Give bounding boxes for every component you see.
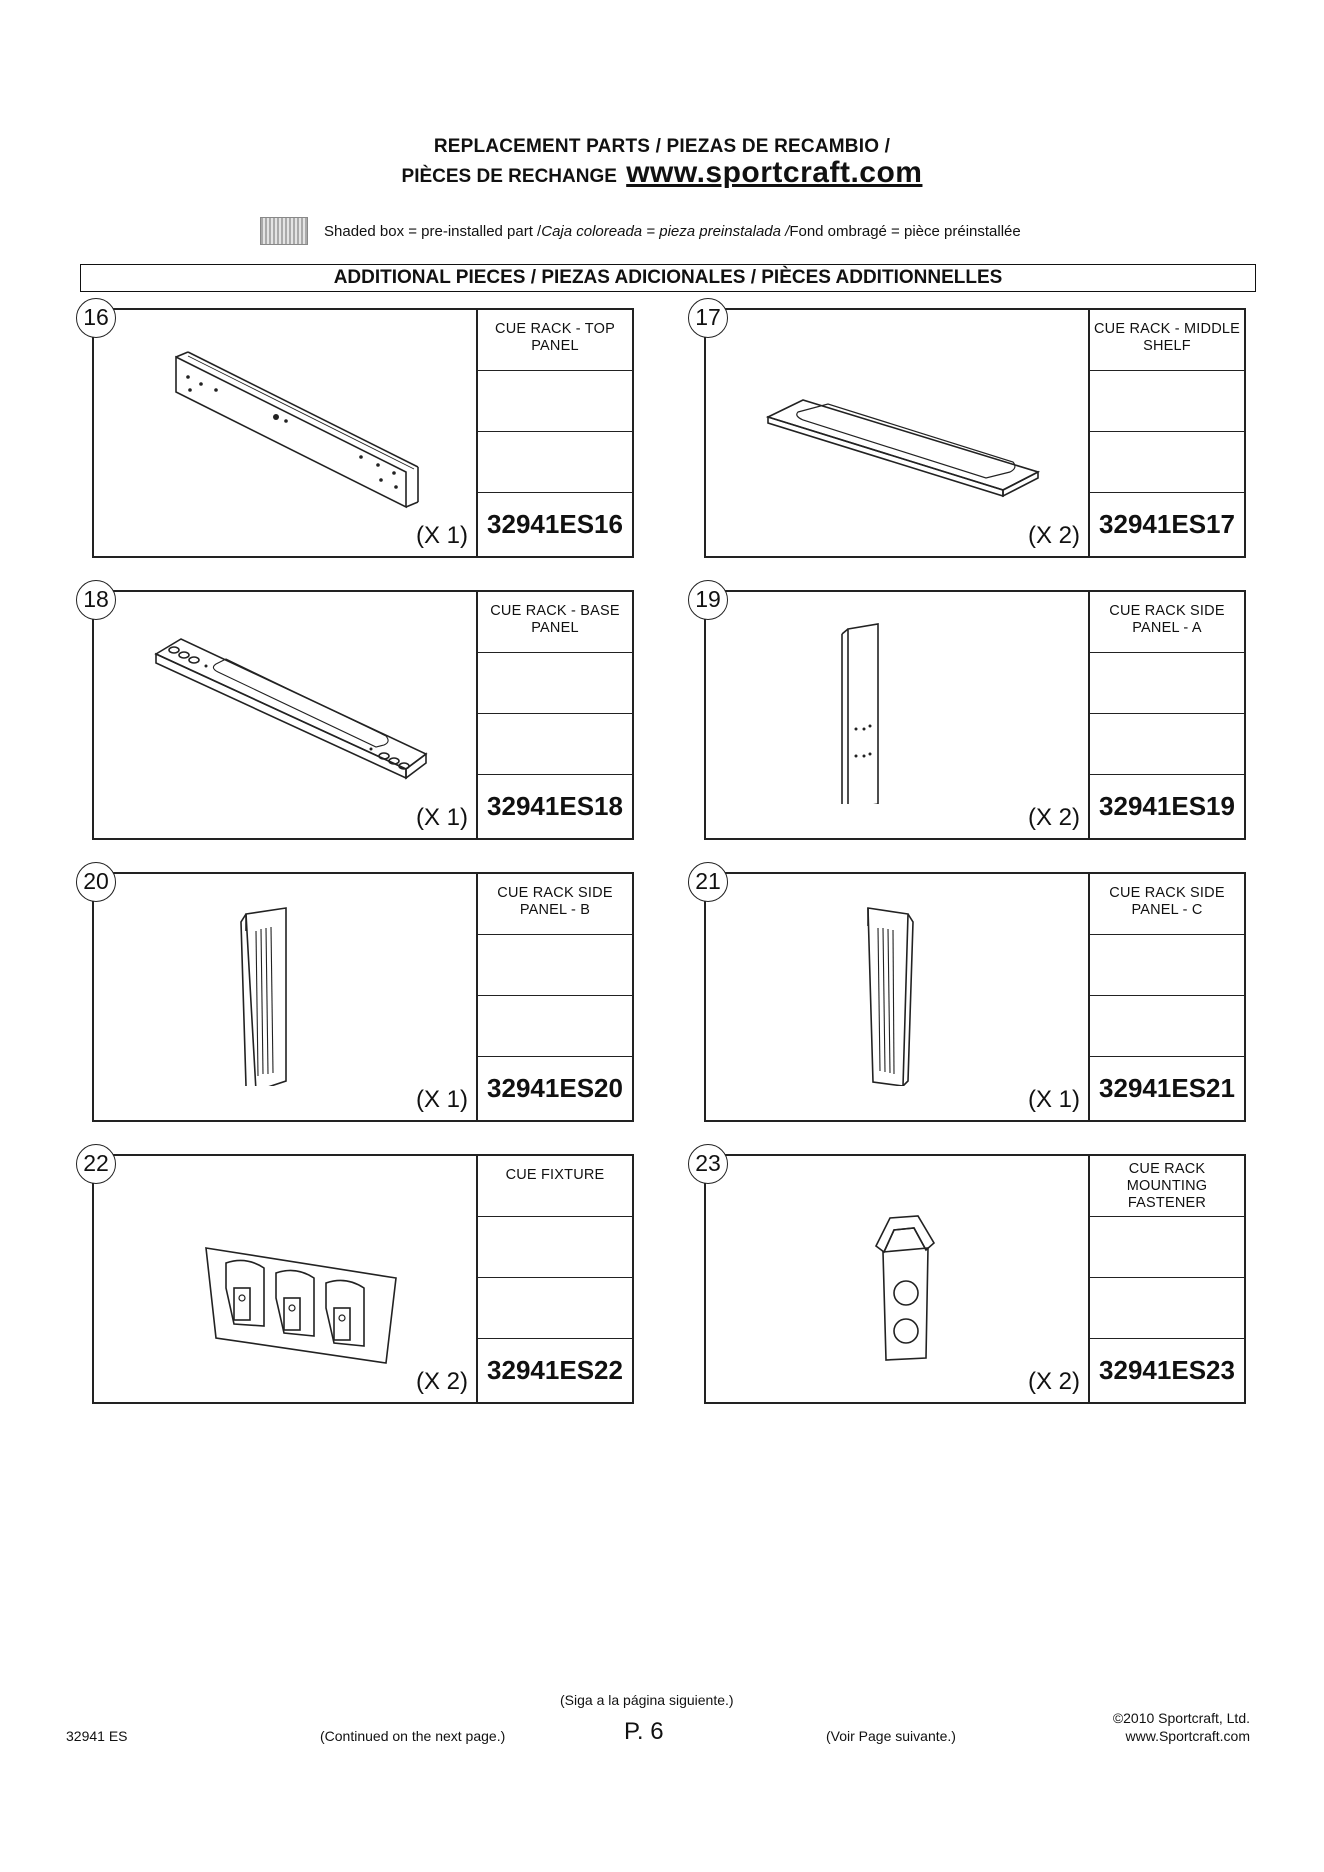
quantity-label: (X 2) bbox=[1027, 522, 1080, 549]
quantity-label: (X 1) bbox=[1027, 1086, 1080, 1113]
blank-cell bbox=[1090, 935, 1244, 996]
quantity-label: (X 1) bbox=[415, 804, 468, 831]
continued-es: (Siga a la página siguiente.) bbox=[560, 1692, 734, 1708]
part-name: CUE FIXTURE bbox=[478, 1156, 632, 1217]
page-title-line2 bbox=[0, 156, 1324, 190]
part-code: 32941ES23 bbox=[1099, 1355, 1235, 1385]
quantity-label: (X 1) bbox=[415, 522, 468, 549]
part-number-badge: 18 bbox=[76, 580, 116, 620]
legend-text-en: Shaded box = pre-installed part / bbox=[324, 222, 542, 240]
shaded-box-swatch bbox=[260, 217, 308, 245]
blank-cell bbox=[478, 432, 632, 493]
quantity-label: (X 2) bbox=[415, 1368, 468, 1395]
part-card-20 bbox=[83, 868, 634, 1122]
quantity-label: (X 2) bbox=[1027, 804, 1080, 831]
model-number: 32941 ES bbox=[66, 1728, 128, 1744]
blank-cell bbox=[478, 996, 632, 1057]
section-title: ADDITIONAL PIECES / PIEZAS ADICIONALES / PIÈCES ADDITIONNELLES bbox=[80, 264, 1256, 292]
blank-cell bbox=[1090, 996, 1244, 1057]
part-card-22 bbox=[83, 1150, 634, 1404]
part-code: 32941ES20 bbox=[487, 1073, 623, 1103]
part-info-column bbox=[1088, 1156, 1244, 1402]
legend-text-es: Caja coloreada = pieza preinstalada / bbox=[541, 222, 790, 240]
part-info-column bbox=[1088, 592, 1244, 838]
blank-cell bbox=[478, 1217, 632, 1278]
page-number: P. 6 bbox=[624, 1718, 664, 1745]
blank-cell bbox=[478, 935, 632, 996]
part-number-badge: 16 bbox=[76, 298, 116, 338]
top-panel-drawing-icon bbox=[106, 322, 466, 522]
part-number-badge: 17 bbox=[688, 298, 728, 338]
part-code: 32941ES21 bbox=[1099, 1073, 1235, 1103]
part-name: CUE RACK - BASE PANEL bbox=[478, 592, 632, 653]
website-link[interactable]: www.sportcraft.com bbox=[626, 156, 923, 189]
part-info-column bbox=[476, 1156, 632, 1402]
blank-cell bbox=[478, 653, 632, 714]
part-name: CUE RACK SIDE PANEL - B bbox=[478, 874, 632, 935]
part-number-badge: 19 bbox=[688, 580, 728, 620]
side-panel-a-drawing-icon bbox=[718, 604, 1078, 804]
blank-cell bbox=[1090, 653, 1244, 714]
copyright: ©2010 Sportcraft, Ltd. bbox=[1112, 1710, 1250, 1726]
side-panel-b-drawing-icon bbox=[106, 886, 466, 1086]
part-number-badge: 23 bbox=[688, 1144, 728, 1184]
quantity-label: (X 2) bbox=[1027, 1368, 1080, 1395]
part-card-21 bbox=[695, 868, 1246, 1122]
part-code: 32941ES19 bbox=[1099, 791, 1235, 821]
part-info-column bbox=[476, 592, 632, 838]
continued-fr: (Voir Page suivante.) bbox=[826, 1728, 956, 1744]
part-card-17 bbox=[695, 304, 1246, 558]
blank-cell bbox=[1090, 1217, 1244, 1278]
part-card-19 bbox=[695, 586, 1246, 840]
continued-en: (Continued on the next page.) bbox=[320, 1728, 506, 1744]
part-number-badge: 22 bbox=[76, 1144, 116, 1184]
page-title-french: PIÈCES DE RECHANGE bbox=[401, 166, 617, 187]
blank-cell bbox=[1090, 1278, 1244, 1339]
shading-legend bbox=[260, 217, 1021, 245]
side-panel-c-drawing-icon bbox=[718, 886, 1078, 1086]
part-name: CUE RACK SIDE PANEL - A bbox=[1090, 592, 1244, 653]
part-code: 32941ES17 bbox=[1099, 509, 1235, 539]
part-name: CUE RACK MOUNTING FASTENER bbox=[1090, 1156, 1244, 1217]
part-card-23 bbox=[695, 1150, 1246, 1404]
part-code: 32941ES18 bbox=[487, 791, 623, 821]
footer-website-link[interactable]: www.Sportcraft.com bbox=[1125, 1728, 1250, 1744]
part-number-badge: 21 bbox=[688, 862, 728, 902]
part-name: CUE RACK - MIDDLE SHELF bbox=[1090, 310, 1244, 371]
part-info-column bbox=[476, 874, 632, 1120]
part-info-column bbox=[1088, 874, 1244, 1120]
cue-fixture-drawing-icon bbox=[106, 1168, 466, 1368]
part-card-18 bbox=[83, 586, 634, 840]
blank-cell bbox=[478, 714, 632, 775]
part-name: CUE RACK SIDE PANEL - C bbox=[1090, 874, 1244, 935]
middle-shelf-drawing-icon bbox=[718, 322, 1078, 522]
part-info-column bbox=[476, 310, 632, 556]
part-card-16 bbox=[83, 304, 634, 558]
blank-cell bbox=[1090, 432, 1244, 493]
legend-text-fr: Fond ombragé = pièce préinstallée bbox=[789, 222, 1021, 240]
quantity-label: (X 1) bbox=[415, 1086, 468, 1113]
blank-cell bbox=[1090, 714, 1244, 775]
part-number-badge: 20 bbox=[76, 862, 116, 902]
page-title-line1: REPLACEMENT PARTS / PIEZAS DE RECAMBIO / bbox=[433, 136, 891, 157]
blank-cell bbox=[1090, 371, 1244, 432]
part-code: 32941ES16 bbox=[487, 509, 623, 539]
base-panel-drawing-icon bbox=[106, 604, 466, 804]
blank-cell bbox=[478, 371, 632, 432]
part-code: 32941ES22 bbox=[487, 1355, 623, 1385]
part-name: CUE RACK - TOP PANEL bbox=[478, 310, 632, 371]
part-info-column bbox=[1088, 310, 1244, 556]
mounting-fastener-drawing-icon bbox=[718, 1168, 1078, 1368]
blank-cell bbox=[478, 1278, 632, 1339]
